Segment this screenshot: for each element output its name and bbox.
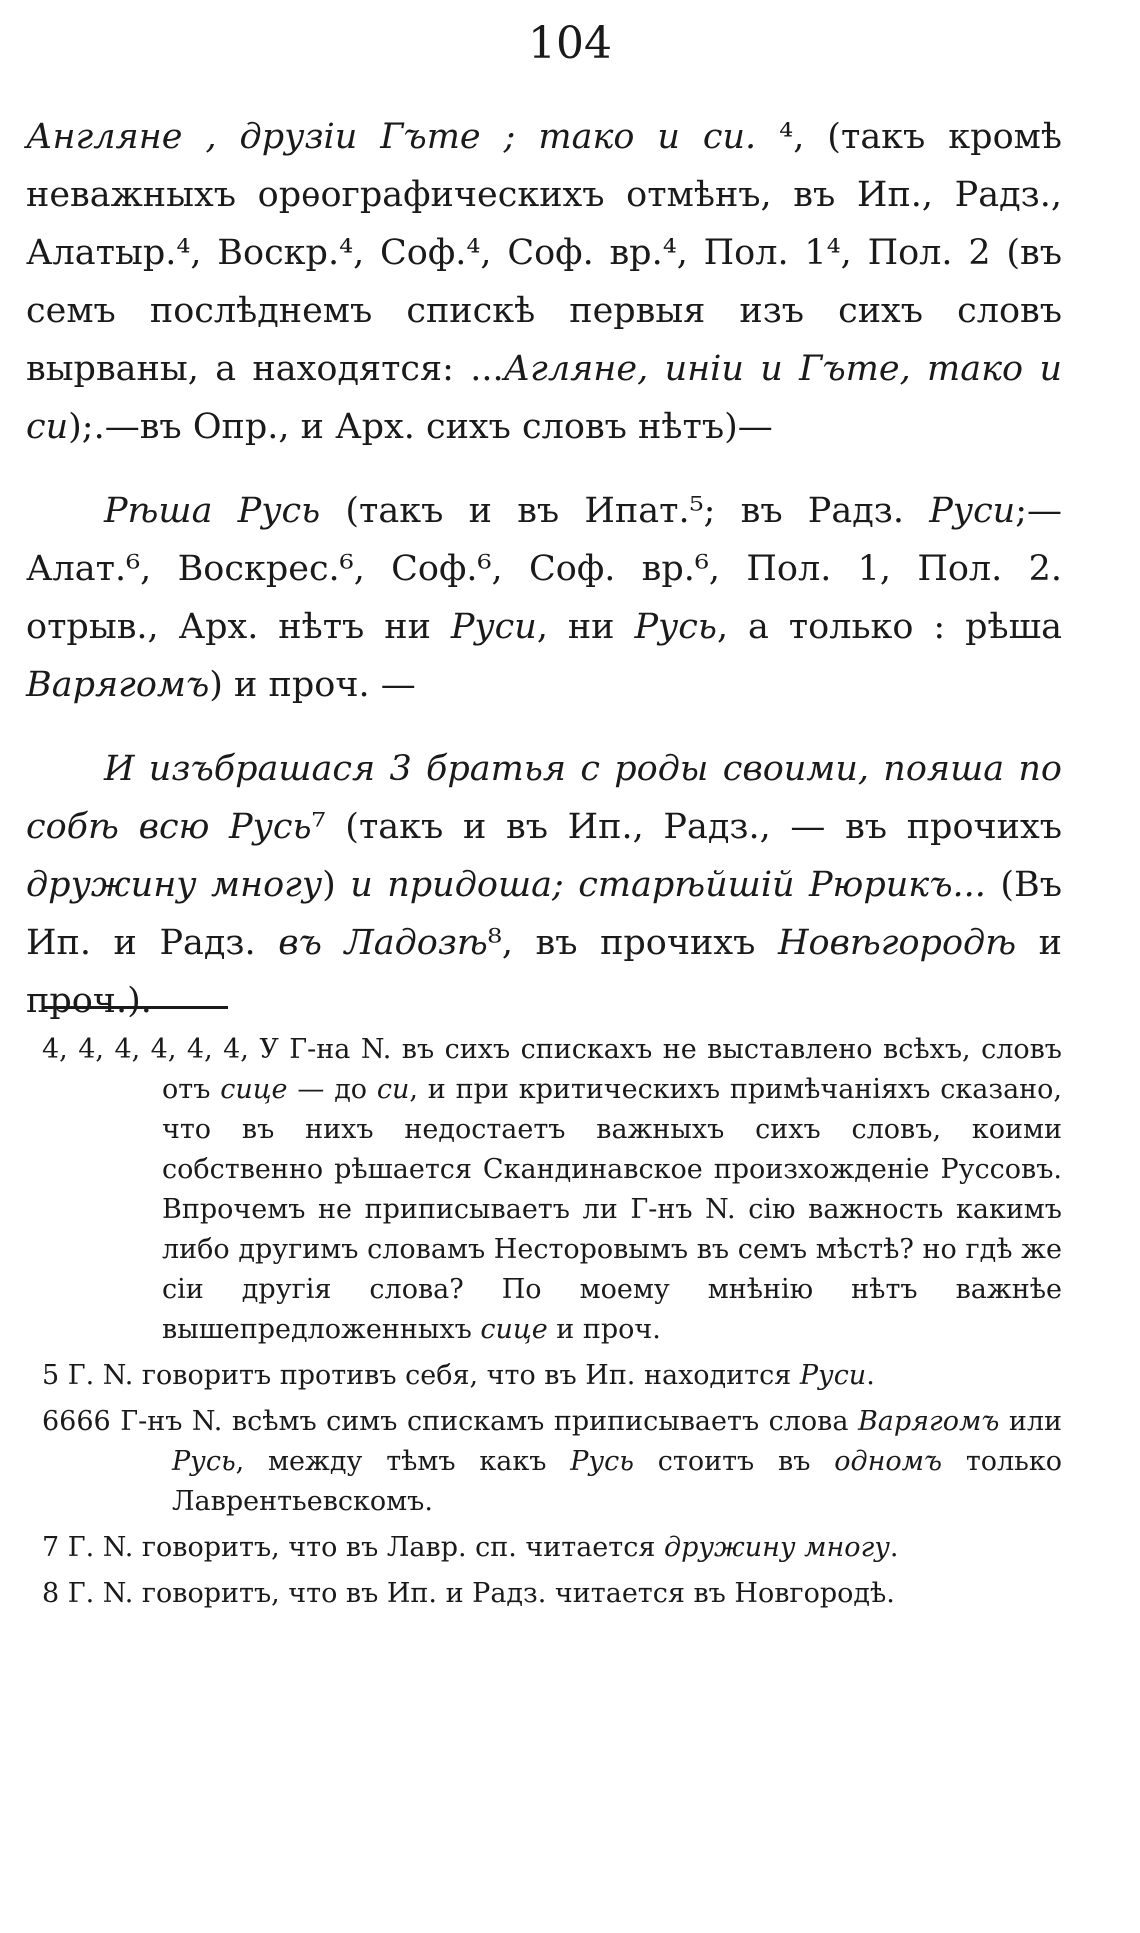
text-run: только Лаврентьевскомъ. [172, 1446, 1062, 1517]
paragraph [26, 108, 1062, 456]
footnote-8 [42, 1574, 1062, 1614]
italic-text-run: Руси [450, 607, 537, 647]
text-run: и проч. [547, 1314, 661, 1345]
text-run: , а только : рѣша [716, 607, 1062, 647]
text-run: и проч.). [26, 923, 1062, 1021]
text-run: ) и проч. — [209, 665, 416, 705]
text-run: (Въ Ип. и Радз. [26, 865, 1062, 963]
italic-text-run: сице [480, 1314, 548, 1345]
page-number: 104 [528, 18, 612, 69]
text-run: 6666 Г-нъ N. всѣмъ симъ спискамъ приписываетъ слова [42, 1406, 858, 1437]
italic-text-run: Русь [172, 1446, 236, 1477]
text-run: — до [287, 1074, 377, 1105]
text-run: , и при критическихъ примѣчаніяхъ сказано, что въ нихъ недостаетъ важныхъ сихъ словъ, коими собственно рѣшается Скандинавское произхожденіе Руссовъ. Впрочемъ не приписываетъ ли Г-нъ N. сію важность какимъ либо другимъ словамъ Несторовымъ въ семъ мѣстѣ? но гдѣ же сіи другія слова? По моему мнѣнію нѣтъ важнѣе вышепредложенныхъ [162, 1074, 1063, 1345]
italic-text-run: дружину многу [26, 865, 323, 905]
text-run: ⁸, въ прочихъ [487, 923, 778, 963]
italic-text-run: Руси [799, 1360, 867, 1391]
text-run: . [889, 1532, 899, 1563]
paragraph [26, 482, 1062, 714]
text-run: , между тѣмъ какъ [235, 1446, 571, 1477]
italic-text-run: Русь [570, 1446, 634, 1477]
footnote-6 [42, 1402, 1062, 1522]
italic-text-run: Варягомъ [857, 1406, 1000, 1437]
italic-text-run: Варягомъ [26, 665, 210, 705]
italic-text-run: Русь [634, 607, 717, 647]
text-run: 5 Г. N. говоритъ противъ себя, что въ Ип. находится [42, 1360, 800, 1391]
footnote-5 [42, 1356, 1062, 1396]
italic-text-run: дружину многу [663, 1532, 890, 1563]
footnote-4 [42, 1030, 1062, 1350]
paragraph [26, 740, 1062, 1030]
footnote-7 [42, 1528, 1062, 1568]
footnote-divider [42, 1006, 228, 1009]
italic-text-run: си [376, 1074, 410, 1105]
text-run: . [866, 1360, 875, 1391]
footnotes [42, 1030, 1062, 1620]
main-text [26, 108, 1062, 1056]
text-run: 4, 4, 4, 4, 4, 4, У Г-на N. въ сихъ спискахъ не выставлено всѣхъ, словъ отъ [42, 1034, 1062, 1105]
text-run: 8 Г. N. говоритъ, что въ Ип. и Радз. читается въ Новгородѣ. [42, 1578, 895, 1609]
italic-text-run: и придоша; старѣйшій Рюрикъ... [350, 865, 986, 905]
text-run: или [999, 1406, 1062, 1437]
text-run: ;—Алат.⁶, Воскрес.⁶, Соф.⁶, Соф. вр.⁶, Пол. 1, Пол. 2. отрыв., Арх. нѣтъ ни [26, 491, 1063, 647]
italic-text-run: Рѣша Русь [104, 491, 321, 531]
italic-text-run: сице [220, 1074, 288, 1105]
text-run: , ни [536, 607, 635, 647]
italic-text-run: Англяне , друзіи Гъте ; тако и си. [26, 117, 757, 157]
italic-text-run: Новѣгородѣ [777, 923, 1017, 963]
italic-text-run: Агляне, иніи и Гъте, тако и си [26, 349, 1062, 447]
text-run: (такъ и въ Ипат.⁵; въ Радз. [320, 491, 930, 531]
italic-text-run: одномъ [834, 1446, 942, 1477]
text-run: ⁴, (такъ кромѣ неважныхъ орѳографическихъ отмѣнъ, въ Ип., Радз., Алатыр.⁴, Воскр.⁴, Соф.⁴, Соф. вр.⁴, Пол. 1⁴, Пол. 2 (въ семъ послѣднемъ спискѣ первыя изъ сихъ словъ вырваны, а находятся: ... [26, 117, 1062, 389]
text-run: ⁷ (такъ и въ Ип., Радз., — въ прочихъ [311, 807, 1062, 847]
italic-text-run: И изъбрашася 3 братья с роды своими, пояша по собѣ всю Русь [26, 749, 1062, 847]
italic-text-run: Руси [929, 491, 1016, 531]
text-run: стоитъ въ [633, 1446, 835, 1477]
text-run: ) [322, 865, 351, 905]
italic-text-run: въ Ладозѣ [278, 923, 488, 963]
text-run: );.—въ Опр., и Арх. сихъ словъ нѣтъ)— [68, 407, 773, 447]
text-run: 7 Г. N. говоритъ, что въ Лавр. сп. читается [42, 1532, 664, 1563]
